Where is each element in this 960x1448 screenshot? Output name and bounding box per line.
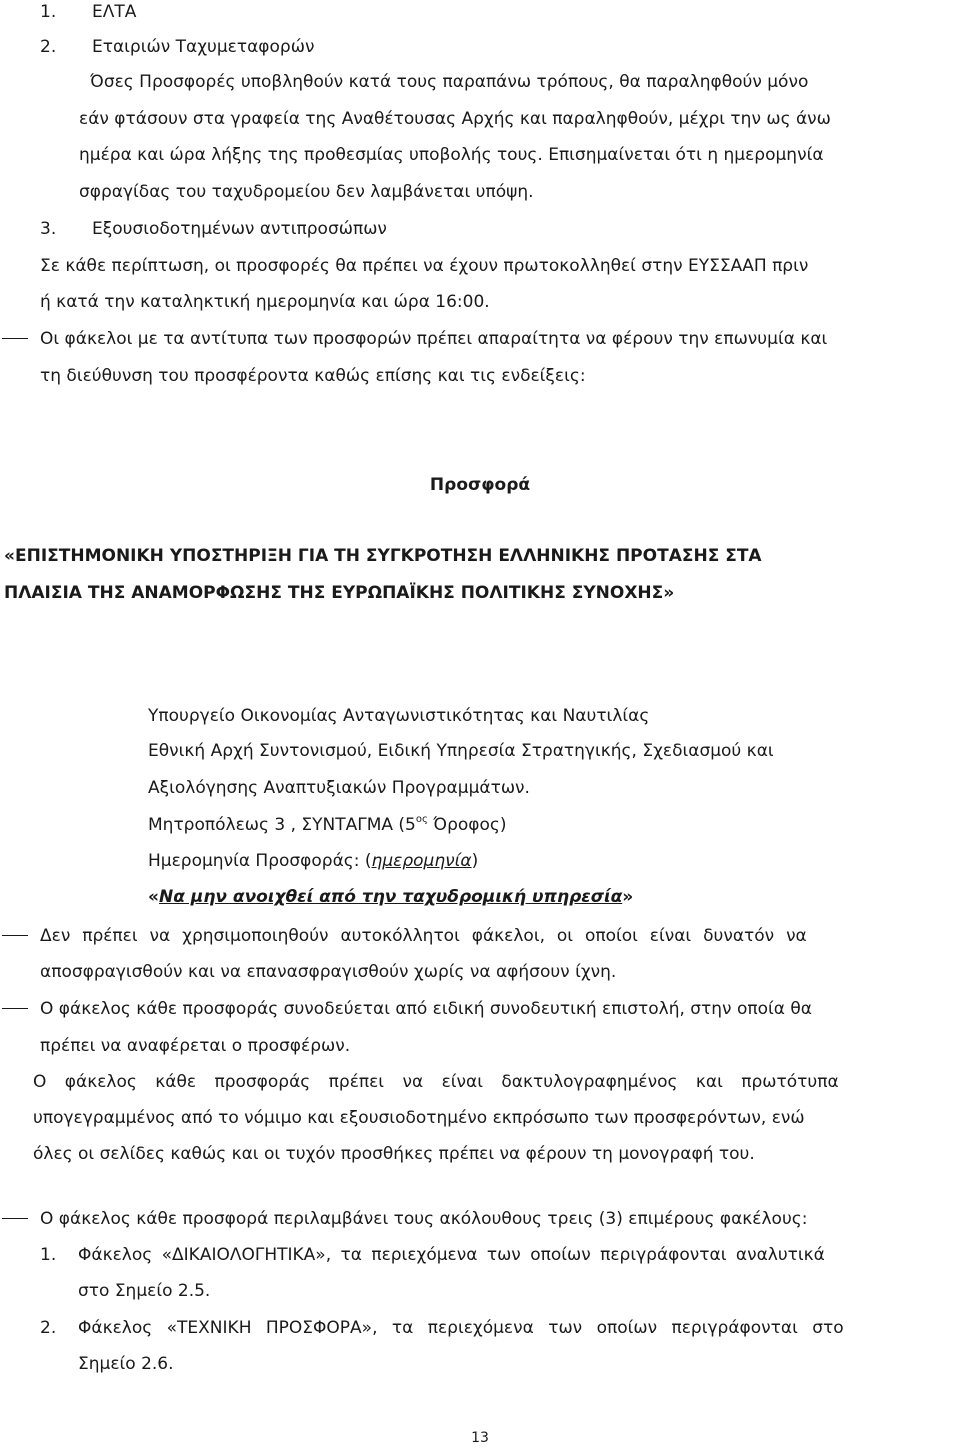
paragraph-line: ή κατά την καταληκτική ημερομηνία και ώρα 16:00. xyxy=(40,292,490,312)
list-item: Εταιριών Ταχυμεταφορών xyxy=(92,37,315,57)
paragraph-line xyxy=(40,926,958,946)
dash-bullet xyxy=(2,338,28,339)
paragraph-line: Οι φάκελοι με τα αντίτυπα των προσφορών πρέπει απαραίτητα να φέρουν την επωνυμία και xyxy=(40,329,828,349)
list-number: 2. xyxy=(40,1318,57,1338)
offer-title-line: «ΕΠΙΣΤΗΜΟΝΙΚΗ ΥΠΟΣΤΗΡΙΞΗ ΓΙΑ ΤΗ ΣΥΓΚΡΟΤΗΣΗ ΕΛΛΗΝΙΚΗΣ ΠΡΟΤΑΣΗΣ ΣΤΑ xyxy=(4,546,762,566)
authority-line: Αξιολόγησης Αναπτυξιακών Προγραμμάτων. xyxy=(148,778,530,798)
offer-date-label: Ημερομηνία Προσφοράς: ( xyxy=(148,851,372,871)
ministry-name: Υπουργείο Οικονομίας Ανταγωνιστικότητας και Ναυτιλίας xyxy=(148,706,650,726)
paragraph-line: εάν φτάσουν στα γραφεία της Αναθέτουσας Αρχής και παραληφθούν, μέχρι την ως άνω xyxy=(79,109,831,129)
dash-bullet xyxy=(2,1008,28,1009)
list-item: ΕΛΤΑ xyxy=(92,2,137,22)
paragraph-line: τη διεύθυνση του προσφέροντα καθώς επίσης και τις ενδείξεις: xyxy=(40,366,586,386)
paragraph-line: Ο φάκελος κάθε προσφοράς συνοδεύεται από ειδική συνοδευτική επιστολή, στην οποία θα xyxy=(40,999,812,1019)
offer-date xyxy=(148,851,478,871)
list-number: 1. xyxy=(40,2,57,22)
list-item: Φάκελος «ΔΙΚΑΙΟΛΟΓΗΤΙΚΑ», τα περιεχόμενα των οποίων περιγράφονται αναλυτικά xyxy=(78,1245,825,1265)
offer-date-value: ημερομηνία xyxy=(371,851,472,871)
authority-line: Εθνική Αρχή Συντονισμού, Ειδική Υπηρεσία Στρατηγικής, Σχεδιασμού και xyxy=(148,741,774,761)
street-text: Μητροπόλεως 3 , ΣΥΝΤΑΓΜΑ (5 xyxy=(148,815,416,835)
paragraph-line: ημέρα και ώρα λήξης της προθεσμίας υποβολής τους. Επισημαίνεται ότι η ημερομηνία xyxy=(79,145,824,165)
do-not-open-text: Να μην ανοιχθεί από την ταχυδρομική υπηρεσία xyxy=(158,887,623,907)
street-address xyxy=(148,815,507,835)
list-item-continued: Σημείο 2.6. xyxy=(78,1354,174,1374)
dash-bullet xyxy=(2,1218,28,1219)
list-number: 1. xyxy=(40,1245,57,1265)
offer-title-line: ΠΛΑΙΣΙΑ ΤΗΣ ΑΝΑΜΟΡΦΩΣΗΣ ΤΗΣ ΕΥΡΩΠΑΪΚΗΣ ΠΟΛΙΤΙΚΗΣ ΣΥΝΟΧΗΣ» xyxy=(4,583,675,603)
offer-date-close: ) xyxy=(471,851,479,871)
page-number: 13 xyxy=(471,1430,489,1446)
paragraph-line: Σε κάθε περίπτωση, οι προσφορές θα πρέπει να έχουν πρωτοκολληθεί στην ΕΥΣΣΑΑΠ πριν xyxy=(40,256,809,276)
dash-bullet xyxy=(2,935,28,936)
paragraph-line: όλες οι σελίδες καθώς και οι τυχόν προσθήκες πρέπει να φέρουν τη μονογραφή του. xyxy=(33,1144,755,1164)
list-number: 3. xyxy=(40,219,57,239)
floor-suffix: ος xyxy=(415,814,428,825)
paragraph-line: αποσφραγισθούν και να επανασφραγισθούν χωρίς να αφήσουν ίχνη. xyxy=(40,962,617,982)
list-item: Φάκελος «ΤΕΧΝΙΚΗ ΠΡΟΣΦΟΡΑ», τα περιεχόμενα των οποίων περιγράφονται στο xyxy=(78,1318,844,1338)
street-floor: Όροφος) xyxy=(427,815,507,835)
list-item-continued: στο Σημείο 2.5. xyxy=(78,1281,211,1301)
list-item: Εξουσιοδοτημένων αντιπροσώπων xyxy=(92,219,387,239)
paragraph-line: υπογεγραμμένος από το νόμιμο και εξουσιοδοτημένο εκπρόσωπο των προσφερόντων, ενώ xyxy=(33,1108,805,1128)
list-number: 2. xyxy=(40,37,57,57)
offer-heading: Προσφορά xyxy=(429,475,531,495)
paragraph-line: Ο φάκελος κάθε προσφορά περιλαμβάνει τους ακόλουθους τρεις (3) επιμέρους φακέλους: xyxy=(40,1209,808,1229)
justified-line: Δεν πρέπει να χρησιμοποιηθούν αυτοκόλλητοι φάκελοι, οι οποίοι είναι δυνατόν να xyxy=(40,926,807,946)
paragraph-line: Ο φάκελος κάθε προσφοράς πρέπει να είναι δακτυλογραφημένος και πρωτότυπα xyxy=(33,1072,839,1092)
paragraph-line: Όσες Προσφορές υποβληθούν κατά τους παραπάνω τρόπους, θα παραληφθούν μόνο xyxy=(90,72,809,92)
paragraph-line: πρέπει να αναφέρεται ο προσφέρων. xyxy=(40,1036,351,1056)
do-not-open-notice: «Να μην ανοιχθεί από την ταχυδρομική υπηρεσία» xyxy=(148,887,634,907)
paragraph-line: σφραγίδας του ταχυδρομείου δεν λαμβάνεται υπόψη. xyxy=(79,182,534,202)
